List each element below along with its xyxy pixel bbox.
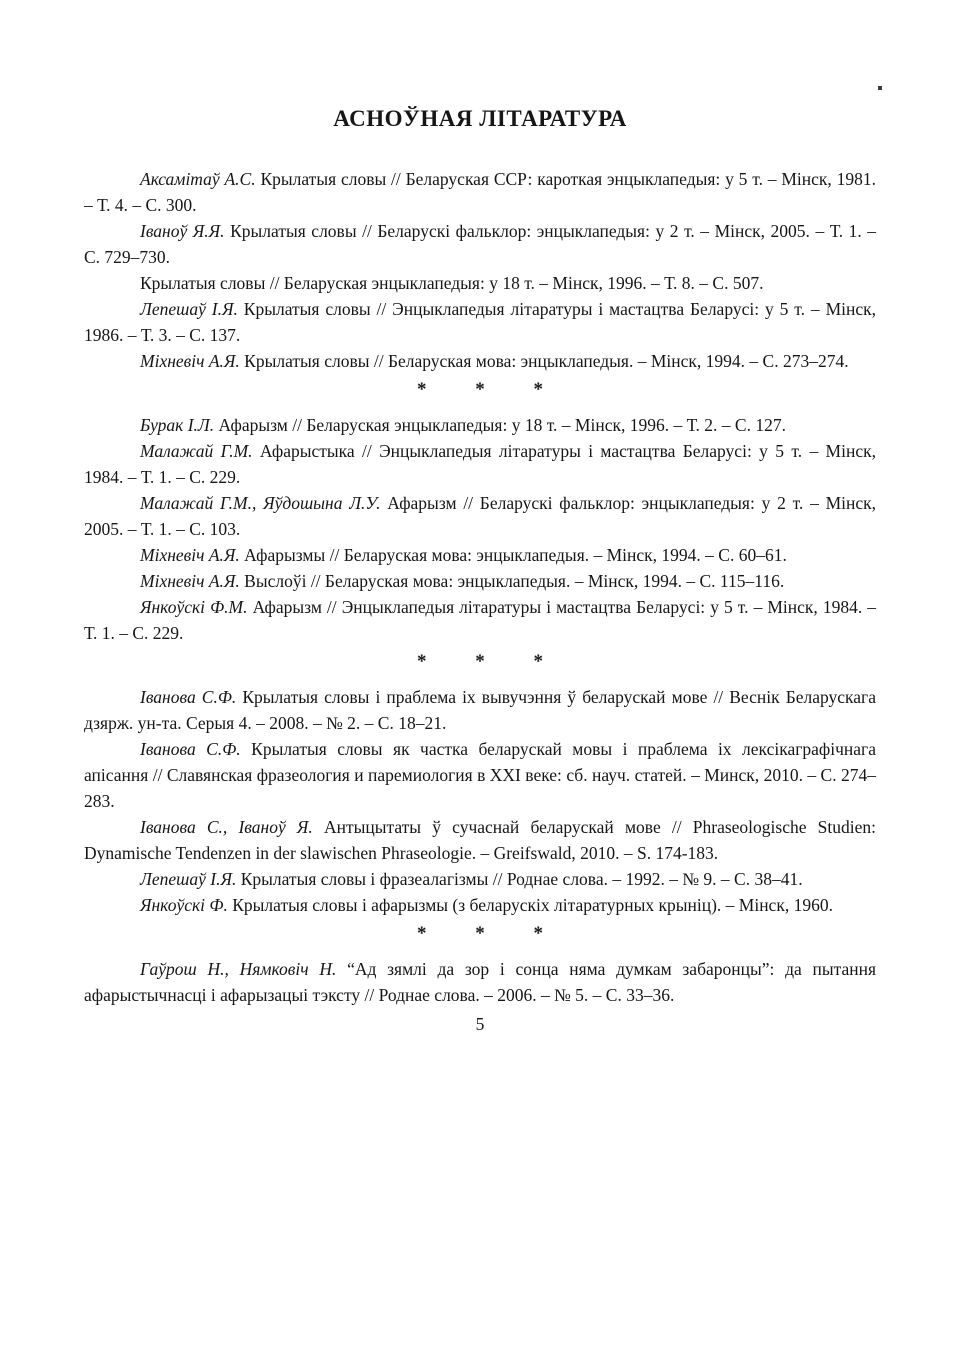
entry-author: Гаўрош Н., Нямковіч Н.: [140, 959, 337, 979]
entry-author: Бурак І.Л.: [140, 415, 215, 435]
bibliography-entry: [84, 542, 876, 568]
entry-author: Іванова С.Ф.: [140, 739, 241, 759]
bibliography-entry: [84, 490, 876, 542]
bibliography-entry: [84, 348, 876, 374]
entry-text: Крылатыя словы і праблема іх вывучэння ў беларускай мове // Веснік Беларускага дзярж. ун-та. Серыя 4. – 2008. – № 2. – С. 18–21.: [84, 687, 876, 733]
bibliography-entry: [84, 412, 876, 438]
entry-author: Міхневіч А.Я.: [140, 545, 240, 565]
bibliography-body: [84, 166, 876, 1008]
bibliography-entry: [84, 166, 876, 218]
bibliography-entry: [84, 270, 876, 296]
entry-text: Крылатыя словы // Беларуская энцыклапедыя: у 18 т. – Мінск, 1996. – Т. 8. – С. 507.: [140, 273, 764, 293]
entry-author: Іваноў Я.Я.: [140, 221, 225, 241]
bibliography-entry: [84, 956, 876, 1008]
entry-text: Крылатыя словы як частка беларускай мовы і праблема іх лексікаграфічнага апісання // Славянская фразеология и паремиология в XXI веке: сб. науч. статей. – Минск, 2010. – С. 274–283.: [84, 739, 876, 811]
bibliography-entry: [84, 866, 876, 892]
entry-text: Афарызм // Энцыклапедыя літаратуры і мастацтва Беларусі: у 5 т. – Мінск, 1984. – Т. 1. – С. 229.: [84, 597, 877, 643]
bibliography-entry: [84, 438, 876, 490]
entry-text: Афарызм // Беларускі фальклор: энцыклапедыя: у 2 т. – Мінск, 2005. – Т. 1. – С. 103.: [84, 493, 877, 539]
bibliography-entry: [84, 218, 876, 270]
entry-text: Афарызм // Беларуская энцыклапедыя: у 18 т. – Мінск, 1996. – Т. 2. – С. 127.: [218, 415, 786, 435]
bibliography-entry: [84, 568, 876, 594]
entry-author: Іванова С.Ф.: [140, 687, 237, 707]
bibliography-entry: [84, 736, 876, 814]
entry-text: “Ад зямлі да зор і сонца няма думкам забаронцы”: да пытання афарыстычнасці і афарызацыі тэксту // Роднае слова. – 2006. – № 5. – С. 33–36.: [84, 959, 877, 1005]
entry-author: Іванова С., Іваноў Я.: [140, 817, 313, 837]
bibliography-entry: [84, 594, 876, 646]
bibliography-entry: [84, 296, 876, 348]
entry-text: Крылатыя словы // Энцыклапедыя літаратуры і мастацтва Беларусі: у 5 т. – Мінск, 1986. – Т. 3. – С. 137.: [84, 299, 877, 345]
entry-text: Выслоўі // Беларуская мова: энцыклапедыя. – Мінск, 1994. – С. 115–116.: [244, 571, 785, 591]
entry-author: Янкоўскі Ф.: [140, 895, 228, 915]
bibliography-entry: [84, 814, 876, 866]
page-title: АСНОЎНАЯ ЛІТАРАТУРА: [333, 106, 627, 131]
entry-text: Крылатыя словы // Беларускі фальклор: энцыклапедыя: у 2 т. – Мінск, 2005. – Т. 1. – С. 729–730.: [84, 221, 877, 267]
entry-author: Аксамітаў А.С.: [140, 169, 256, 189]
entry-text: Антыцытаты ў сучаснай беларускай мове // Phraseologische Studien: Dynamische Tendenzen in der slawischen Phraseologie. – Greifswald, 2010. – S. 174-183.: [84, 817, 877, 863]
section-separator: * * *: [417, 379, 543, 400]
entry-text: Крылатыя словы // Беларуская мова: энцыклапедыя. – Мінск, 1994. – С. 273–274.: [244, 351, 849, 371]
entry-author: Янкоўскі Ф.М.: [140, 597, 248, 617]
bibliography-entry: [84, 684, 876, 736]
entry-author: Лепешаў І.Я.: [140, 869, 237, 889]
page-number: 5: [475, 1014, 485, 1034]
entry-author: Малажай Г.М., Яўдошына Л.У.: [140, 493, 381, 513]
entry-author: Малажай Г.М.: [140, 441, 253, 461]
section-separator: * * *: [417, 923, 543, 944]
entry-text: Крылатыя словы і афарызмы (з беларускіх літаратурных крыніц). – Мінск, 1960.: [232, 895, 833, 915]
entry-author: Міхневіч А.Я.: [140, 351, 240, 371]
section-separator: * * *: [417, 651, 543, 672]
entry-text: Афарызмы // Беларуская мова: энцыклапедыя. – Мінск, 1994. – С. 60–61.: [244, 545, 787, 565]
bibliography-entry: [84, 892, 876, 918]
entry-text: Афарыстыка // Энцыклапедыя літаратуры і мастацтва Беларусі: у 5 т. – Мінск, 1984. – Т. 1. – С. 229.: [84, 441, 876, 487]
entry-text: Крылатыя словы і фразеалагізмы // Роднае слова. – 1992. – № 9. – С. 38–41.: [240, 869, 803, 889]
scan-artifact-dot: [878, 86, 882, 90]
entry-author: Міхневіч А.Я.: [140, 571, 240, 591]
entry-author: Лепешаў І.Я.: [140, 299, 238, 319]
entry-text: Крылатыя словы // Беларуская ССР: кароткая энцыклапедыя: у 5 т. – Мінск, 1981. – Т. 4. – С. 300.: [84, 169, 876, 215]
